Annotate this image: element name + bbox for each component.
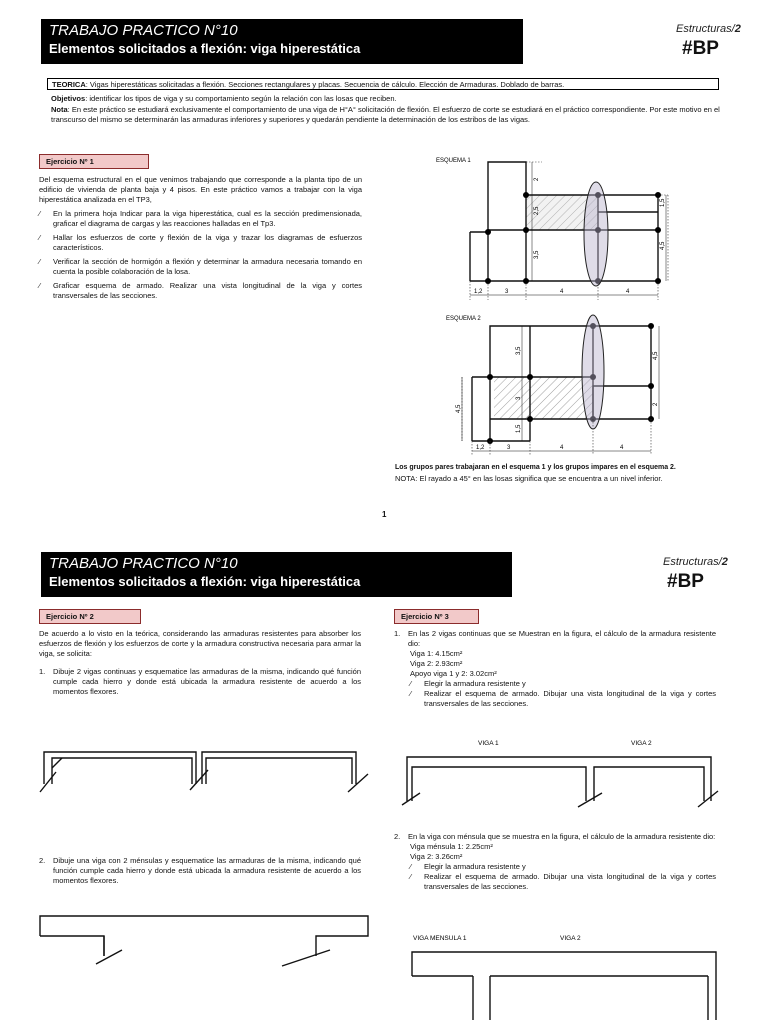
page1-header-bar	[41, 19, 523, 64]
page2-header-subtitle: Elementos solicitados a flexión: viga hiperestática	[49, 574, 361, 589]
scheme-2-hatched-slab	[494, 377, 593, 419]
scheme-1-axis-lines	[470, 162, 668, 300]
page2-header-bar	[41, 552, 512, 597]
objectives-line	[51, 94, 721, 104]
exercise-3-subitem	[410, 679, 716, 689]
item-number: 2.	[394, 832, 401, 841]
item-number: 1.	[394, 629, 401, 638]
viga-2-label: VIGA 2	[560, 935, 581, 942]
objectives-text: : identificar los tipos de viga y su comportamiento según la relación con las losas que reciben.	[85, 94, 397, 103]
exercise-1-item-text: Graficar esquema de armado. Realizar una vista longitudinal de la viga y cortes transversales de las secciones.	[53, 281, 362, 300]
bullet-mark: ⁄	[39, 257, 41, 266]
scheme-2-dim: 4,5	[653, 351, 659, 360]
subitem-text: Elegir la armadura resistente y	[424, 679, 526, 688]
result-viga-2: Viga 2: 2.93cm²	[410, 659, 463, 668]
scheme-2-highlight-ellipse	[582, 315, 604, 429]
exercise-2-intro: De acuerdo a lo visto en la teórica, considerando las armaduras resistentes para absorber los esfuerzos de flexión y los esfuerzos de corte y la armadura constructiva necesaria para armar la viga, se solicita:	[39, 629, 361, 658]
hatch-note: NOTA: El rayado a 45° en las losas significa que se encuentra a un nivel inferior.	[395, 474, 663, 483]
page1-header-title: TRABAJO PRACTICO N°10	[49, 22, 238, 39]
subitem-text: Realizar el esquema de armado. Dibujar una vista longitudinal de la viga y cortes transversales de las secciones.	[424, 872, 716, 891]
scheme-1-dim: 3	[505, 289, 509, 295]
result-viga-2: Viga 2: 3.26cm²	[410, 852, 463, 861]
scheme-1-highlight-ellipse	[584, 182, 608, 286]
page2-header-title: TRABAJO PRACTICO N°10	[49, 555, 238, 572]
scheme-2-dim: 4,5	[456, 404, 462, 413]
viga-mensula-1-label: VIGA MENSULA 1	[413, 935, 467, 942]
scheme-1-dim: 4	[626, 289, 630, 295]
groups-note: Los grupos pares trabajaran en el esquema 1 y los grupos impares en el esquema 2.	[395, 464, 676, 471]
scheme-1-dim: 4	[560, 289, 564, 295]
exercise-2-item-text: Dibuje una viga con 2 ménsulas y esquematice las armaduras de la misma, indicando qué función cumple cada hierro y donde está ubicada la armadura resistente de acuerdo a los momentos flexores.	[53, 856, 361, 885]
exercise-3-item-text: En la viga con ménsula que se muestra en la figura, el cálculo de la armadura resistente dio:	[408, 832, 716, 841]
bullet-mark: ⁄	[410, 689, 412, 698]
page2-brand-name	[663, 556, 728, 568]
bullet-mark: ⁄	[410, 862, 412, 871]
scheme-2-dim: 2	[653, 402, 659, 406]
bullet-mark: ⁄	[410, 872, 412, 881]
exercise-3-item	[394, 832, 716, 842]
subitem-text: Elegir la armadura resistente y	[424, 862, 526, 871]
two-beams-figure	[398, 735, 722, 810]
exercise-3-subitem	[410, 872, 716, 892]
bullet-mark: ⁄	[410, 679, 412, 688]
exercise-3-subitem	[410, 689, 716, 709]
continuous-beams-sketch	[38, 744, 373, 804]
scheme-1-dim: 1,5	[660, 198, 666, 207]
result-viga-mensula-1: Viga ménsula 1: 2.25cm²	[410, 842, 493, 851]
exercise-2-item-2	[39, 851, 361, 886]
theory-label: TEORICA	[52, 80, 86, 89]
brand-number: 2	[721, 556, 728, 568]
exercise-2-body	[39, 629, 361, 697]
scheme-1-dim: 4,5	[660, 241, 666, 250]
exercise-1-item	[39, 233, 362, 253]
result-apoyo: Apoyo viga 1 y 2: 3.02cm²	[410, 669, 497, 678]
objectives-label: Objetivos	[51, 94, 86, 103]
cantilever-beam-sketch	[36, 912, 371, 972]
exercise-1-item	[39, 281, 362, 301]
scheme-1-diagram	[430, 152, 680, 307]
page1-brand-name	[676, 23, 741, 35]
cantilever-figure	[405, 930, 725, 1022]
note-text: : En este práctico se estudiará exclusivamente el comportamiento de una viga de H°A° solicitación de flexión. El esfuerzo de corte se estudiará en el práctico correspondiente. Por este motivo en el transcurso del mismo se determinarán las armaduras inferiores y superiores y quedarán pendiente la determinación de los estribos de las vigas.	[51, 105, 720, 124]
exercise-2-label: Ejercicio Nº 2	[39, 609, 141, 624]
brand-number: 2	[734, 23, 741, 35]
item-number: 2.	[39, 856, 46, 865]
viga-1-label: VIGA 1	[478, 740, 499, 747]
note-label: Nota	[51, 105, 68, 114]
exercise-1-body	[39, 175, 362, 301]
brand-name-text: Estructuras/	[676, 23, 735, 35]
scheme-1-dim: 2	[534, 177, 540, 181]
scheme-2-dim: 1,5	[516, 424, 522, 433]
exercise-2-item	[39, 667, 361, 697]
theory-text: : Vigas hiperestáticas solicitadas a flexión. Secciones rectangulares y placas. Secuencia de cálculo. Elección de Armaduras. Doblado de barras.	[85, 80, 565, 89]
exercise-1-item-text: En la primera hoja Indicar para la viga hiperestática, cual es la sección predimensionada, graficar el diagrama de cargas y las reacciones halladas en el Tp3.	[53, 209, 362, 228]
scheme-1-label: ESQUEMA 1	[436, 158, 471, 164]
bullet-mark: ⁄	[39, 209, 41, 218]
exercise-3-part-1	[394, 629, 716, 709]
scheme-2-dim: 1,2	[476, 445, 485, 451]
page1-header-subtitle: Elementos solicitados a flexión: viga hiperestática	[49, 41, 361, 56]
scheme-2-dim: 4	[560, 445, 564, 451]
scheme-2-dim: 4	[620, 445, 624, 451]
bullet-mark: ⁄	[39, 281, 41, 290]
scheme-2-dim: 3	[507, 445, 511, 451]
scheme-2-dim: 3,5	[516, 346, 522, 355]
theory-box	[47, 78, 719, 90]
exercise-3-item	[394, 629, 716, 649]
exercise-1-item	[39, 209, 362, 229]
exercise-3-label: Ejercicio Nº 3	[394, 609, 479, 624]
exercise-2-item	[39, 856, 361, 886]
exercise-3-item-text: En las 2 vigas continuas que se Muestran en la figura, el cálculo de la armadura resistente dio:	[408, 629, 716, 648]
brand-name-text: Estructuras/	[663, 556, 722, 568]
scheme-1-dim: 2,5	[534, 206, 540, 215]
note-paragraph	[51, 105, 721, 125]
exercise-1-label: Ejercicio Nº 1	[39, 154, 149, 169]
viga-2-label: VIGA 2	[631, 740, 652, 747]
page1-brand-tag: #BP	[682, 38, 719, 59]
exercise-1-item-text: Verificar la sección de hormigón a flexión y determinar la armadura necesaria tomando en cuenta la posible colaboración de la losa.	[53, 257, 362, 276]
scheme-2-label: ESQUEMA 2	[446, 316, 481, 322]
scheme-1-dim: 3,5	[534, 250, 540, 259]
exercise-1-item	[39, 257, 362, 277]
bullet-mark: ⁄	[39, 233, 41, 242]
exercise-2-item-text: Dibuje 2 vigas continuas y esquematice las armaduras de la misma, indicando qué función cumple cada hierro y donde está ubicada la armadura resistente de acuerdo a los momentos flexores.	[53, 667, 361, 696]
scheme-2-dim: 3	[516, 396, 522, 400]
exercise-1-intro: Del esquema estructural en el que venimos trabajando que corresponde a la planta tipo de un edificio de vivienda de planta baja y 4 pisos. En este práctico vamos a trabajar con la viga hiperestática analizada en el TP3,	[39, 175, 362, 204]
page2-brand-tag: #BP	[667, 571, 704, 592]
subitem-text: Realizar el esquema de armado. Dibujar una vista longitudinal de la viga y cortes transversales de las secciones.	[424, 689, 716, 708]
page-number: 1	[382, 510, 387, 519]
scheme-1-dim: 1,2	[474, 289, 483, 295]
scheme-2-diagram	[430, 310, 680, 460]
result-viga-1: Viga 1: 4.15cm²	[410, 649, 463, 658]
exercise-1-item-text: Hallar los esfuerzos de corte y flexión de la viga y trazar los diagramas de esfuerzos característicos.	[53, 233, 362, 252]
item-number: 1.	[39, 667, 46, 676]
exercise-3-subitem	[410, 862, 716, 872]
exercise-3-part-2	[394, 832, 716, 892]
